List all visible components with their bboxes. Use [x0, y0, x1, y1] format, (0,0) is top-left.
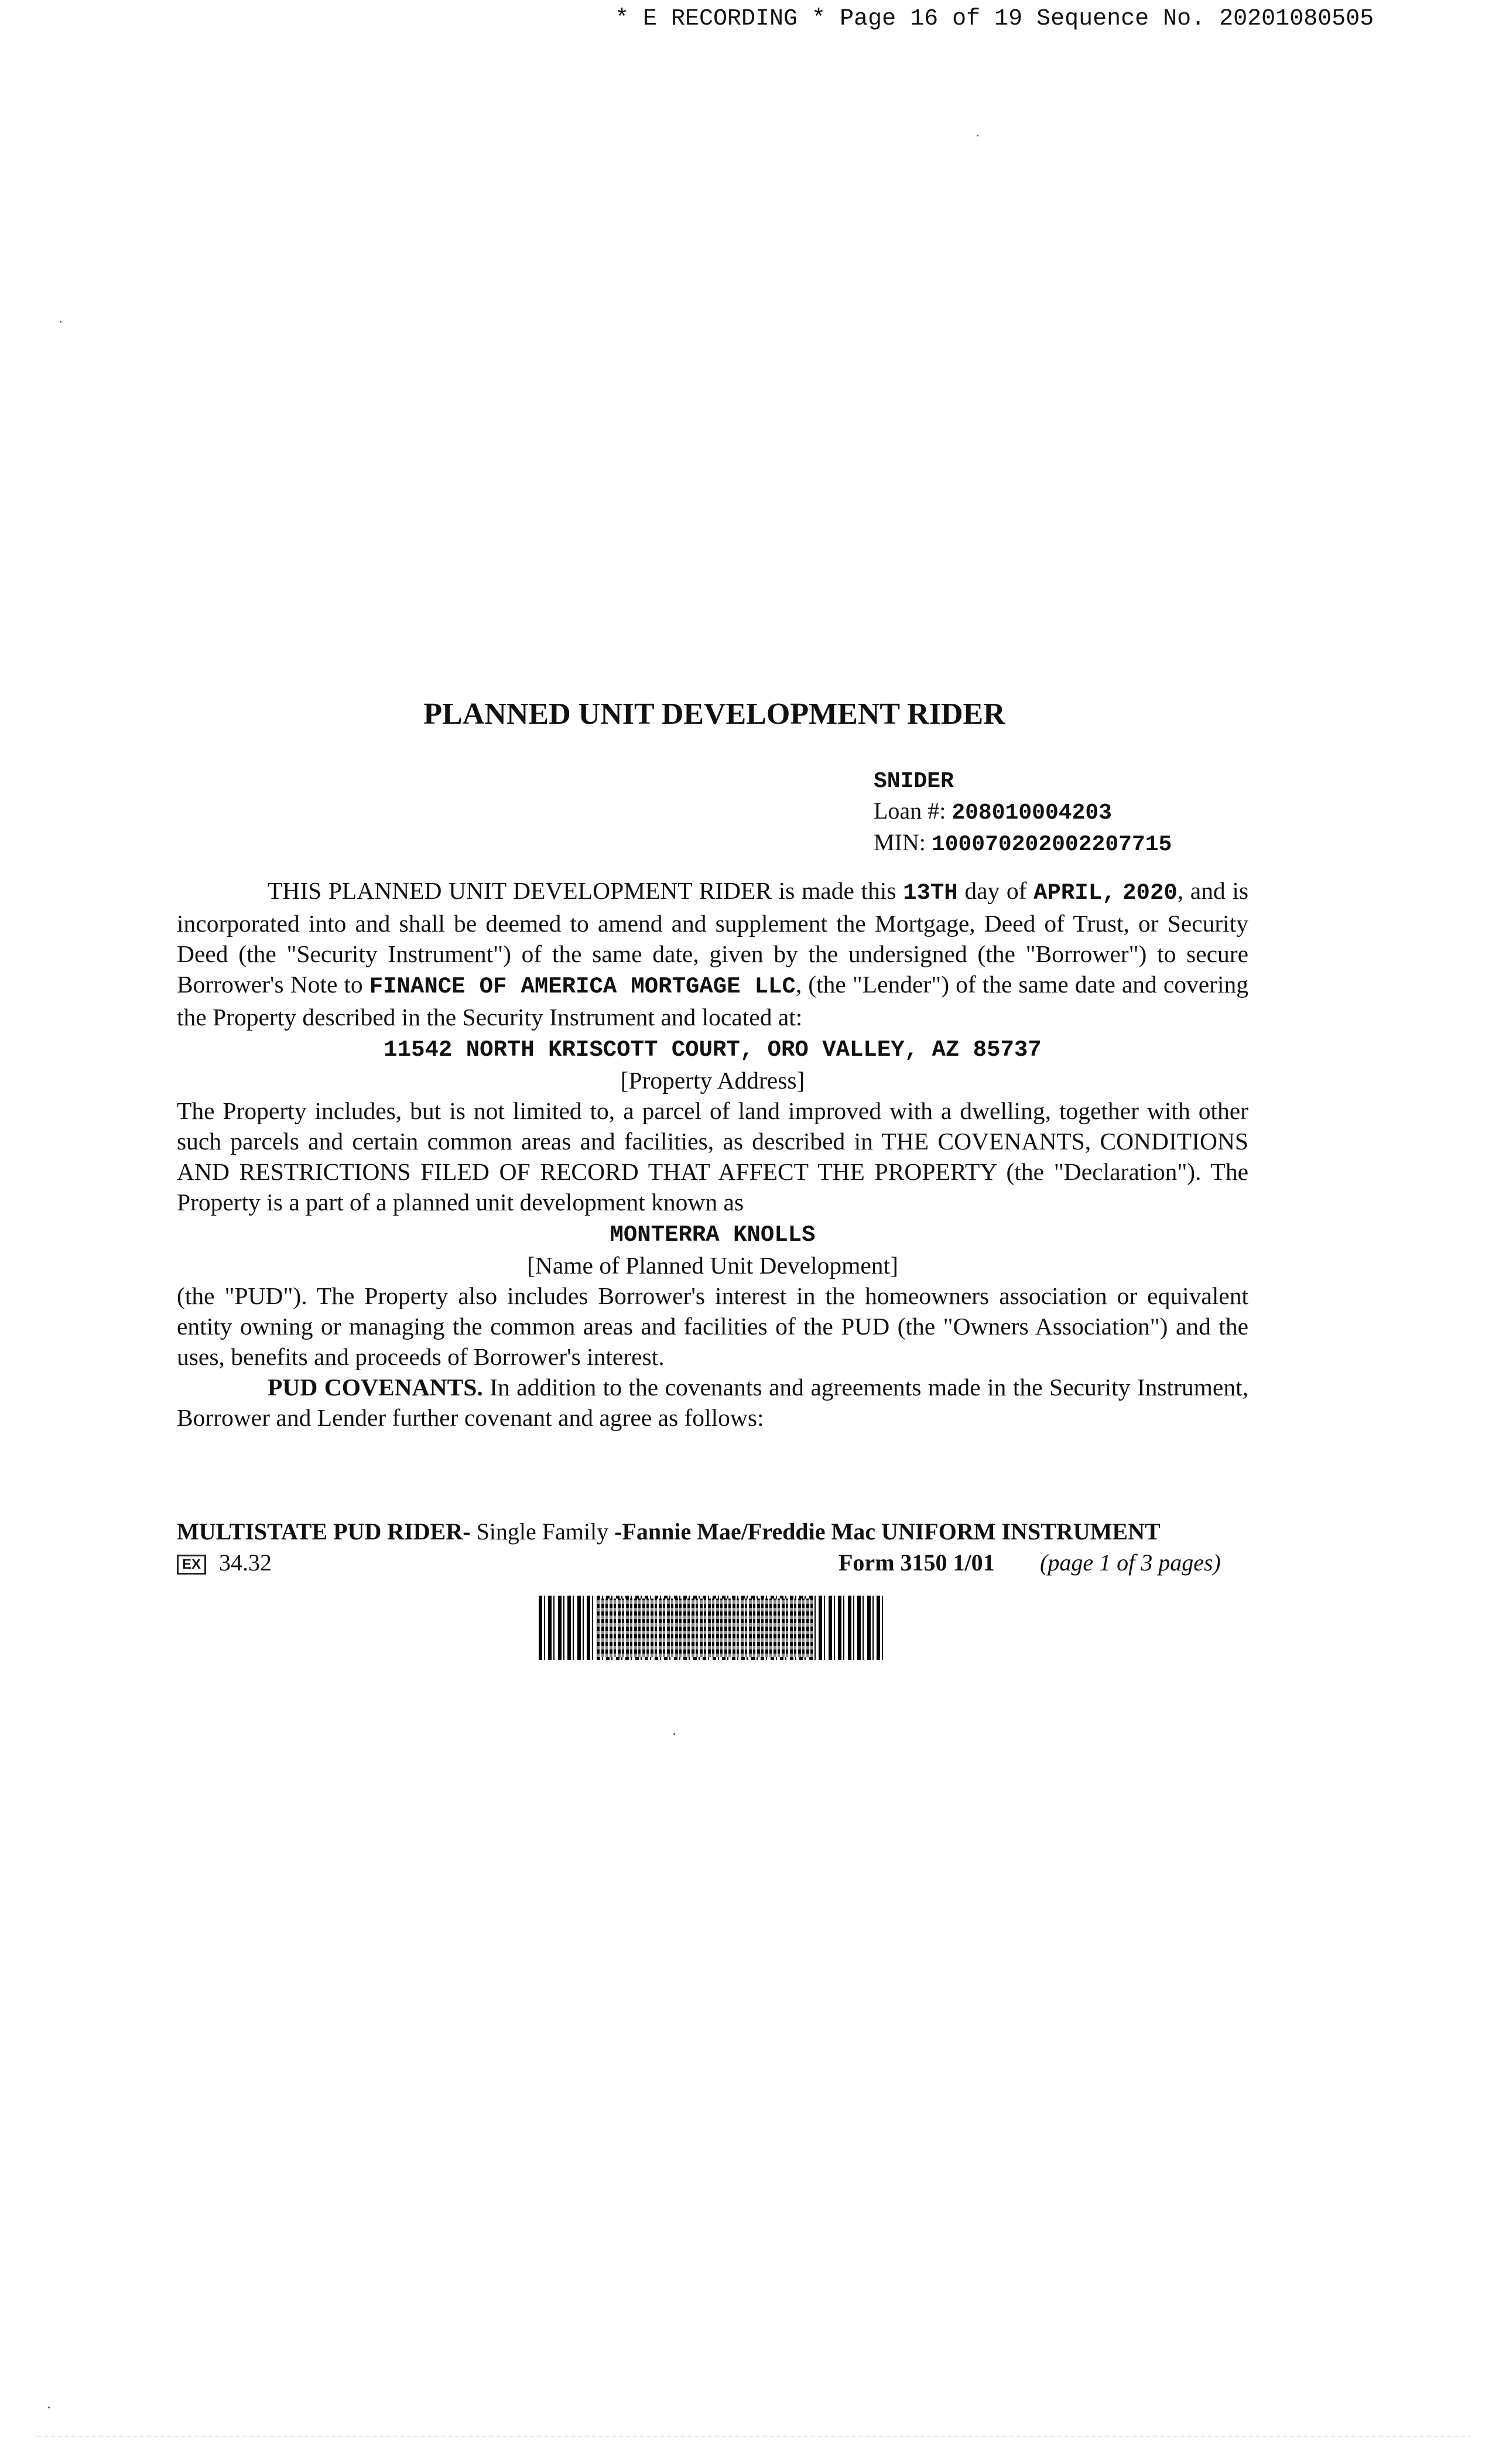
- rider-body: [177, 875, 1248, 1433]
- borrower-name: SNIDER: [874, 769, 954, 794]
- intro-text-1: THIS PLANNED UNIT DEVELOPMENT RIDER is made this: [268, 877, 896, 904]
- pud-name-caption: [Name of Planned Unit Development]: [527, 1252, 898, 1279]
- loan-label: Loan #:: [874, 798, 946, 824]
- covenants-paragraph: [177, 1372, 1248, 1433]
- property-description: The Property includes, but is not limited to, a parcel of land improved with a dwelling, together with other such parcels and certain common areas and facilities, as described in THE COVENANTS, CONDITIONS AND RESTRICTIONS FILED OF RECORD THAT AFFECT THE PROPERTY (the "Declaration"). The Property is a part of a planned unit development known as: [177, 1097, 1248, 1216]
- footer-family: Single Family: [470, 1518, 615, 1545]
- scan-speck: [60, 321, 61, 323]
- intro-text-2: day of: [964, 877, 1027, 904]
- intro-text-4: , (the "Lender") of the same date and covering the Property described in the Security Instrument and located at:: [177, 971, 1249, 1031]
- scan-speck: [48, 2407, 50, 2408]
- footer-instrument-line: [177, 1518, 1248, 1545]
- form-footer: [177, 1518, 1248, 1582]
- intro-text-3: , and is incorporated into and shall be deemed to amend and supplement the Mortgage, Deed of Trust, or Security Deed (the "Security Instrument") of the same date, given by the undersigned (the "Borrower") to secure Borrower's Note to: [177, 877, 1249, 998]
- rider-year: 2020: [1122, 880, 1178, 906]
- rider-day: 13TH: [903, 880, 958, 906]
- min-number: 100070202002207715: [931, 832, 1172, 857]
- pud-description: (the "PUD"). The Property also includes Borrower's interest in the homeowners association or equivalent entity owning or managing the common areas and facilities of the PUD (the "Owners Association") and the uses, benefits and proceeds of Borrower's interest.: [177, 1282, 1248, 1370]
- property-address: 11542 NORTH KRISCOTT COURT, ORO VALLEY, AZ 85737: [384, 1037, 1042, 1063]
- document-title: PLANNED UNIT DEVELOPMENT RIDER: [423, 697, 1005, 731]
- rider-month: APRIL,: [1033, 880, 1116, 906]
- scan-speck: [673, 1733, 675, 1735]
- footer-instrument: -Fannie Mae/Freddie Mac UNIFORM INSTRUMENT: [614, 1518, 1161, 1545]
- lender-name: FINANCE OF AMERICA MORTGAGE LLC: [369, 974, 796, 1000]
- intro-paragraph: [177, 875, 1248, 1032]
- covenants-text: In addition to the covenants and agreements made in the Security Instrument, Borrower and Lender further covenant and agree as follows:: [177, 1374, 1248, 1431]
- property-address-caption: [Property Address]: [620, 1067, 805, 1094]
- form-number: Form 3150 1/01: [839, 1549, 995, 1576]
- page-count: (page 1 of 3 pages): [1040, 1549, 1221, 1576]
- pud-name: MONTERRA KNOLLS: [610, 1222, 816, 1248]
- footer-rider-name: MULTISTATE PUD RIDER-: [177, 1518, 471, 1545]
- covenants-heading: PUD COVENANTS.: [268, 1374, 483, 1401]
- recording-header: * E RECORDING * Page 16 of 19 Sequence No. 20201080505: [615, 6, 1374, 32]
- loan-identifiers: [874, 765, 1172, 860]
- form-code: 34.32: [219, 1549, 272, 1576]
- ellie-mae-logo-icon: EX: [177, 1555, 206, 1575]
- scan-speck: [977, 135, 978, 136]
- loan-number: 208010004203: [952, 800, 1112, 826]
- min-label: MIN:: [874, 829, 926, 855]
- barcode: [539, 1596, 884, 1660]
